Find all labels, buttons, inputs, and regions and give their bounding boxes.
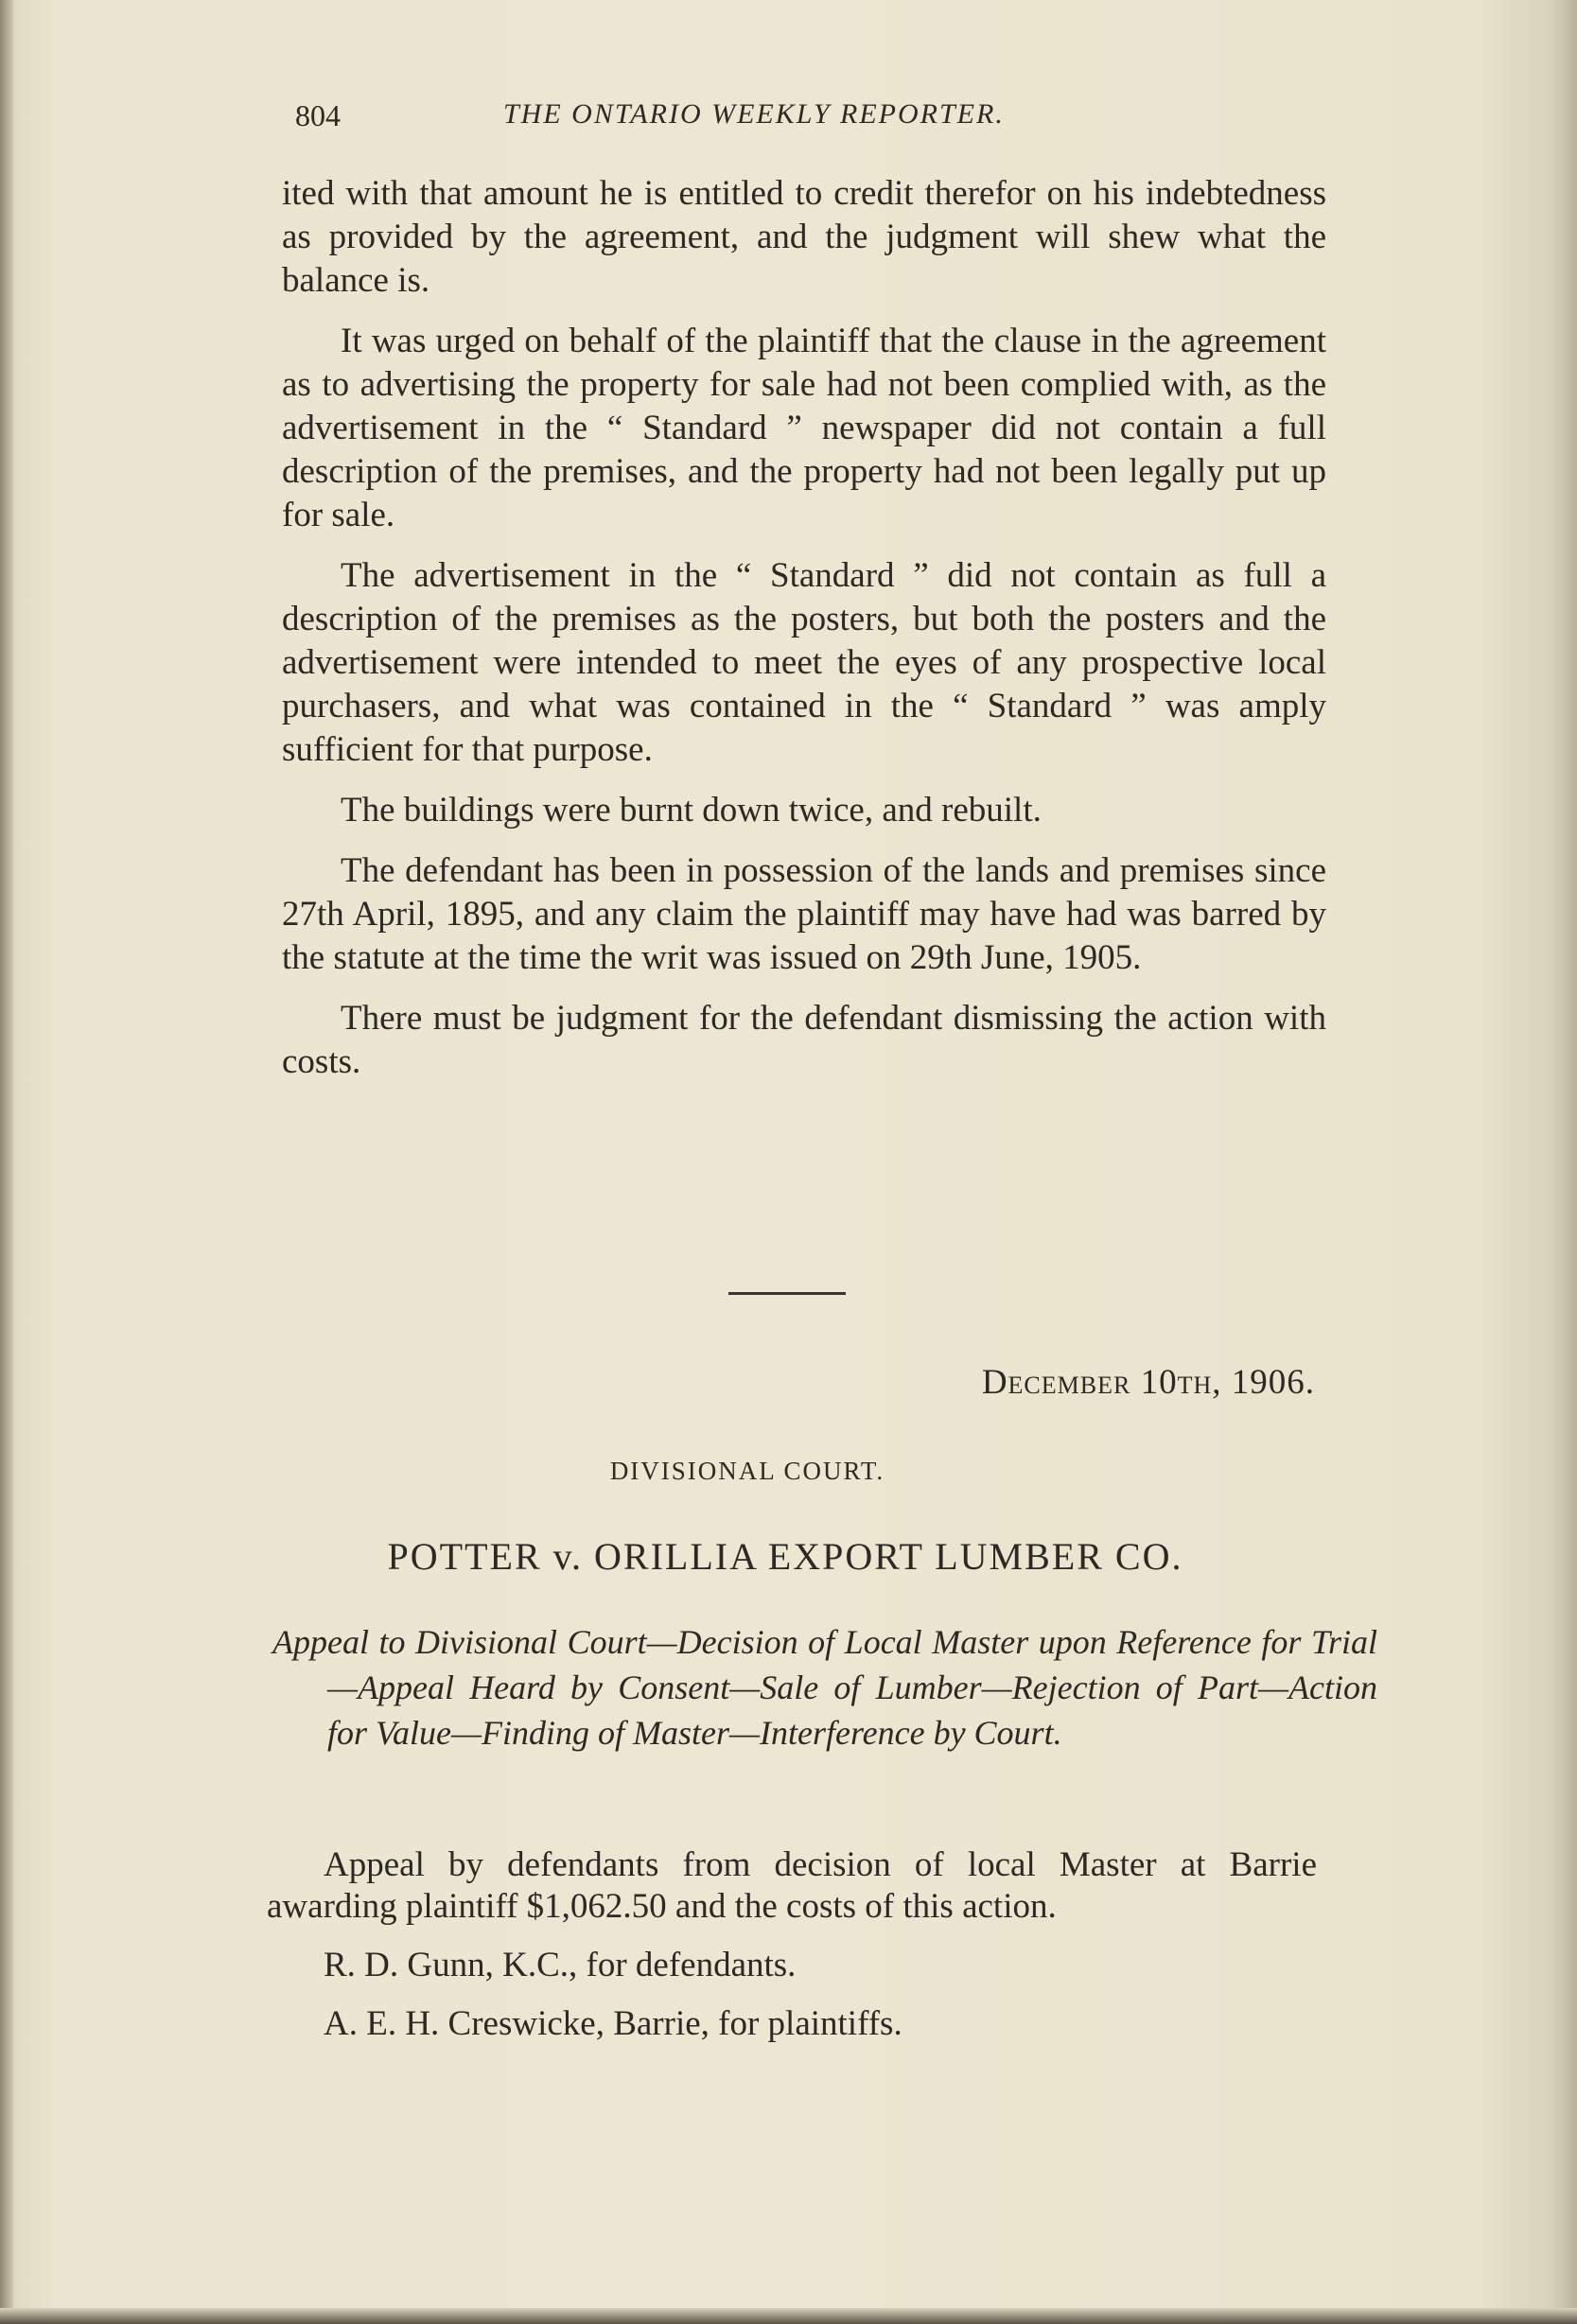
counsel-defendants: R. D. Gunn, K.C., for defendants. <box>324 1946 797 1984</box>
paragraph-judgment: There must be judgment for the defendant dismissing the action with costs. <box>282 999 1326 1081</box>
case-body <box>267 1844 1317 2062</box>
case-title: POTTER v. ORILLIA EXPORT LUMBER CO. <box>387 1535 1183 1578</box>
case-headnote: Appeal to Divisional Court—Decision of Local Master upon Reference for Trial—Appeal Heard by Consent—Sale of Lumber—Rejection of Part—Action for Value—Finding of Master—Interference by Court. <box>272 1623 1377 1752</box>
paragraph-possession: The defendant has been in possession of the lands and premises since 27th April, 1895, and any claim the plaintiff may have had was barred by the statute at the time the writ was issued on 29th June, 1905. <box>282 851 1326 977</box>
paragraph-buildings: The buildings were burnt down twice, and rebuilt. <box>341 791 1042 830</box>
page-bottom-edge <box>0 2308 1577 2324</box>
paragraph-advertisement-content: The advertisement in the “ Standard ” did not contain as full a description of the premises as the posters, but both the posters and the advertisement were intended to meet the eyes of any prospective local purchasers, and what was contained in the “ Standard ” was amply sufficient for that purpose. <box>282 556 1326 769</box>
judgment-text <box>282 172 1326 1101</box>
court-name: DIVISIONAL COURT. <box>609 1457 885 1485</box>
page-number: 804 <box>295 98 341 132</box>
page-header <box>295 98 1128 136</box>
paragraph-advertising-clause: It was urged on behalf of the plaintiff that the clause in the agreement as to advertising the property for sale had not been complied with, as the advertisement in the “ Standard ” newspaper did not contain a full description of the premises, and the property had not been legally put up for sale. <box>282 322 1326 534</box>
binding-gutter-shadow <box>0 0 13 2324</box>
counsel-plaintiffs: A. E. H. Creswicke, Barrie, for plaintiffs. <box>324 2004 902 2043</box>
section-divider <box>728 1292 846 1295</box>
case-date: December 10th, 1906. <box>981 1363 1315 1402</box>
paragraph-continuation: ited with that amount he is entitled to credit therefor on his indebtedness as provided by the agreement, and the judgment will shew what the balance is. <box>282 174 1326 300</box>
running-title: THE ONTARIO WEEKLY REPORTER. <box>503 98 1005 130</box>
appeal-paragraph: Appeal by defendants from decision of local Master at Barrie awarding plaintiff $1,062.50 and the costs of this action. <box>267 1845 1317 1926</box>
